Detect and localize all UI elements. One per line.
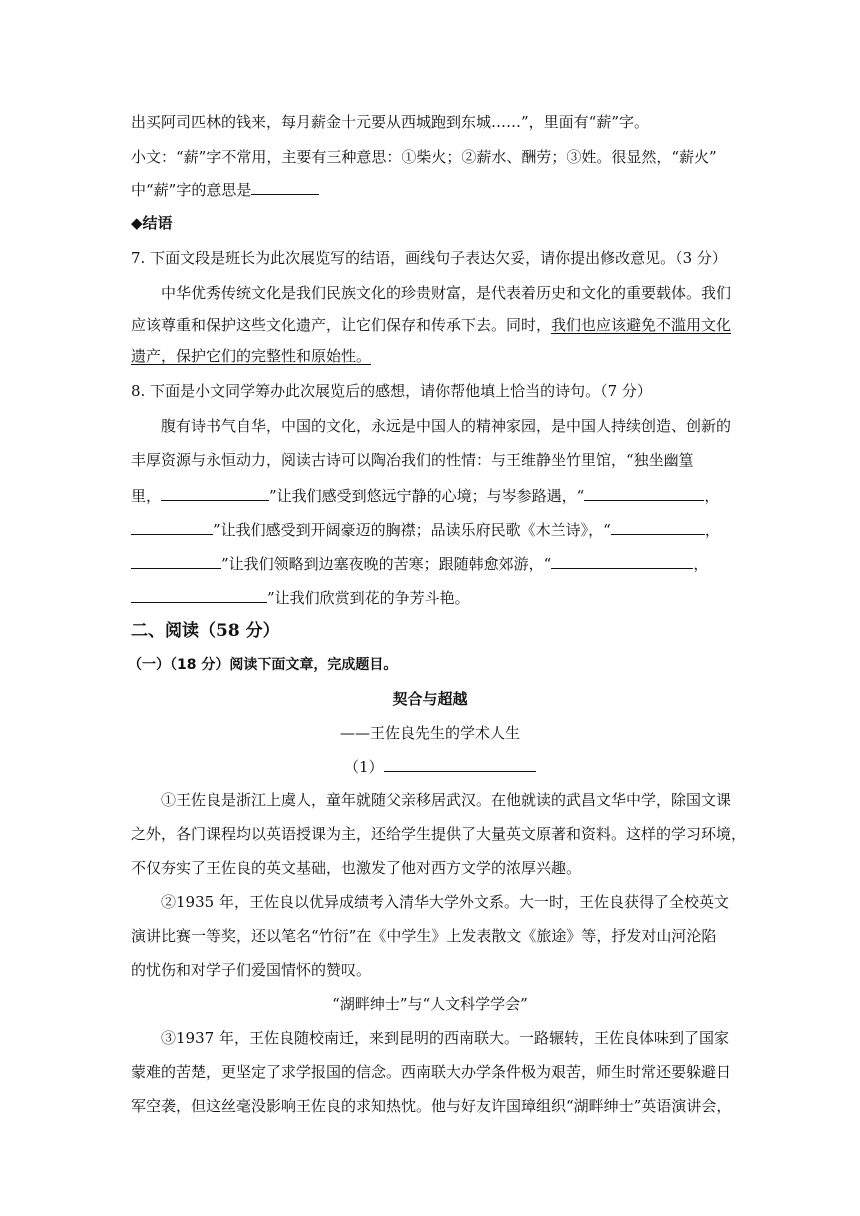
text-line: 小文：“薪”字不常用，主要有三种意思：①柴火；②薪水、酬劳；③姓。很显然，“薪火” <box>131 148 717 166</box>
text-line: ①王佐良是浙江上虞人，童年就随父亲移居武汉。在他就读的武昌文华中学，除国文课 <box>161 791 732 809</box>
answer-blank[interactable] <box>131 586 267 603</box>
article-title: 契合与超越 <box>392 690 468 708</box>
text-fragment: ， <box>693 555 709 573</box>
text-line <box>131 552 708 574</box>
answer-blank[interactable] <box>584 484 704 501</box>
answer-blank[interactable] <box>131 518 213 535</box>
text-line: 蒙难的苦楚，更坚定了求学报国的信念。西南联大办学条件极为艰苦，师生时常还要躲避日 <box>131 1063 732 1081</box>
text-fragment: ”让我们领略到边塞夜晚的苦寒；跟随韩愈郊游，“ <box>221 555 552 573</box>
text-line: ③1937 年，王佐良随校南迁，来到昆明的西南联大。一路辗转，王佐良体味到了国家 <box>161 1029 729 1047</box>
text-fragment: 里， <box>131 487 162 505</box>
text-fragment: 中“薪”字的意思是 <box>131 181 252 199</box>
text-fragment: ， <box>704 487 720 505</box>
text-fragment: ”让我们欣赏到花的争芳斗艳。 <box>267 589 470 607</box>
underlined-sentence: 我们也应该避免不滥用文化 <box>551 316 732 334</box>
text-line <box>131 518 720 540</box>
text-line: 的忧伤和对学子们爱国情怀的赞叹。 <box>131 961 372 979</box>
section-heading: ◆结语 <box>131 214 173 232</box>
text-line: 腹有诗书气自华，中国的文化，永远是中国人的精神家园，是中国人持续创造、创新的 <box>161 417 732 435</box>
text-line: 不仅夯实了王佐良的英文基础，也激发了他对西方文学的浓厚兴趣。 <box>131 859 582 877</box>
answer-blank[interactable] <box>611 518 705 535</box>
question-7: 7. 下面文段是班长为此次展览写的结语，画线句子表达欠妥，请你提出修改意见。（3 分） <box>131 249 727 267</box>
text-line: 军空袭，但这丝毫没影响王佐良的求知热忱。他与好友许国璋组织“湖畔绅士”英语演讲会， <box>131 1097 732 1115</box>
section-title: 二、阅读（58 分） <box>131 621 280 641</box>
question-8: 8. 下面是小文同学筹办此次展览后的感想，请你帮他填上恰当的诗句。（7 分） <box>131 382 652 400</box>
text-line: 之外，各门课程均以英语授课为主，还给学生提供了大量英文原著和资料。这样的学习环境， <box>131 825 747 843</box>
article-heading-2: “湖畔绅士”与“人文科学学会” <box>332 995 528 1013</box>
text-line: 中华优秀传统文化是我们民族文化的珍贵财富，是代表着历史和文化的重要载体。我们 <box>161 284 732 302</box>
text-line <box>131 346 371 366</box>
text-line: ②1935 年，王佐良以优异成绩考入清华大学外文系。大一时，王佐良获得了全校英文 <box>161 893 729 911</box>
answer-blank[interactable] <box>131 552 221 569</box>
underlined-sentence: 遗产，保护它们的完整性和原始性。 <box>131 347 372 365</box>
answer-blank[interactable] <box>551 552 693 569</box>
text-fragment: （1） <box>344 758 384 776</box>
text-fragment: ”让我们感受到开阔豪迈的胸襟；品读乐府民歌《木兰诗》，“ <box>213 521 611 539</box>
answer-blank[interactable] <box>384 755 536 772</box>
text-line <box>131 484 719 506</box>
text-line: 丰厚资源与永恒动力，阅读古诗可以陶冶我们的性情：与王维静坐竹里馆，“独坐幽篁 <box>131 451 694 469</box>
text-fragment: ， <box>704 521 720 539</box>
text-fragment: 应该尊重和保护这些文化遗产，让它们保存和传承下去。同时， <box>131 316 552 334</box>
text-line: 演讲比赛一等奖，还以笔名“竹衍”在《中学生》上发表散文《旅途》等，抒发对山河沦陷 <box>131 927 717 945</box>
text-line <box>131 586 470 608</box>
answer-blank[interactable] <box>251 178 319 195</box>
text-fragment: ”让我们感受到悠远宁静的心境；与岑参路遇，“ <box>269 487 585 505</box>
subsection-title: （一）（18 分）阅读下面文章，完成题目。 <box>128 657 398 673</box>
text-line: 出买阿司匹林的钱来，每月薪金十元要从西城跑到东城……”，里面有“薪”字。 <box>131 113 650 131</box>
text-line <box>131 178 319 200</box>
article-heading-1 <box>344 755 536 777</box>
article-subtitle: ——王佐良先生的学术人生 <box>339 724 520 742</box>
answer-blank[interactable] <box>161 484 269 501</box>
text-line <box>131 315 731 335</box>
